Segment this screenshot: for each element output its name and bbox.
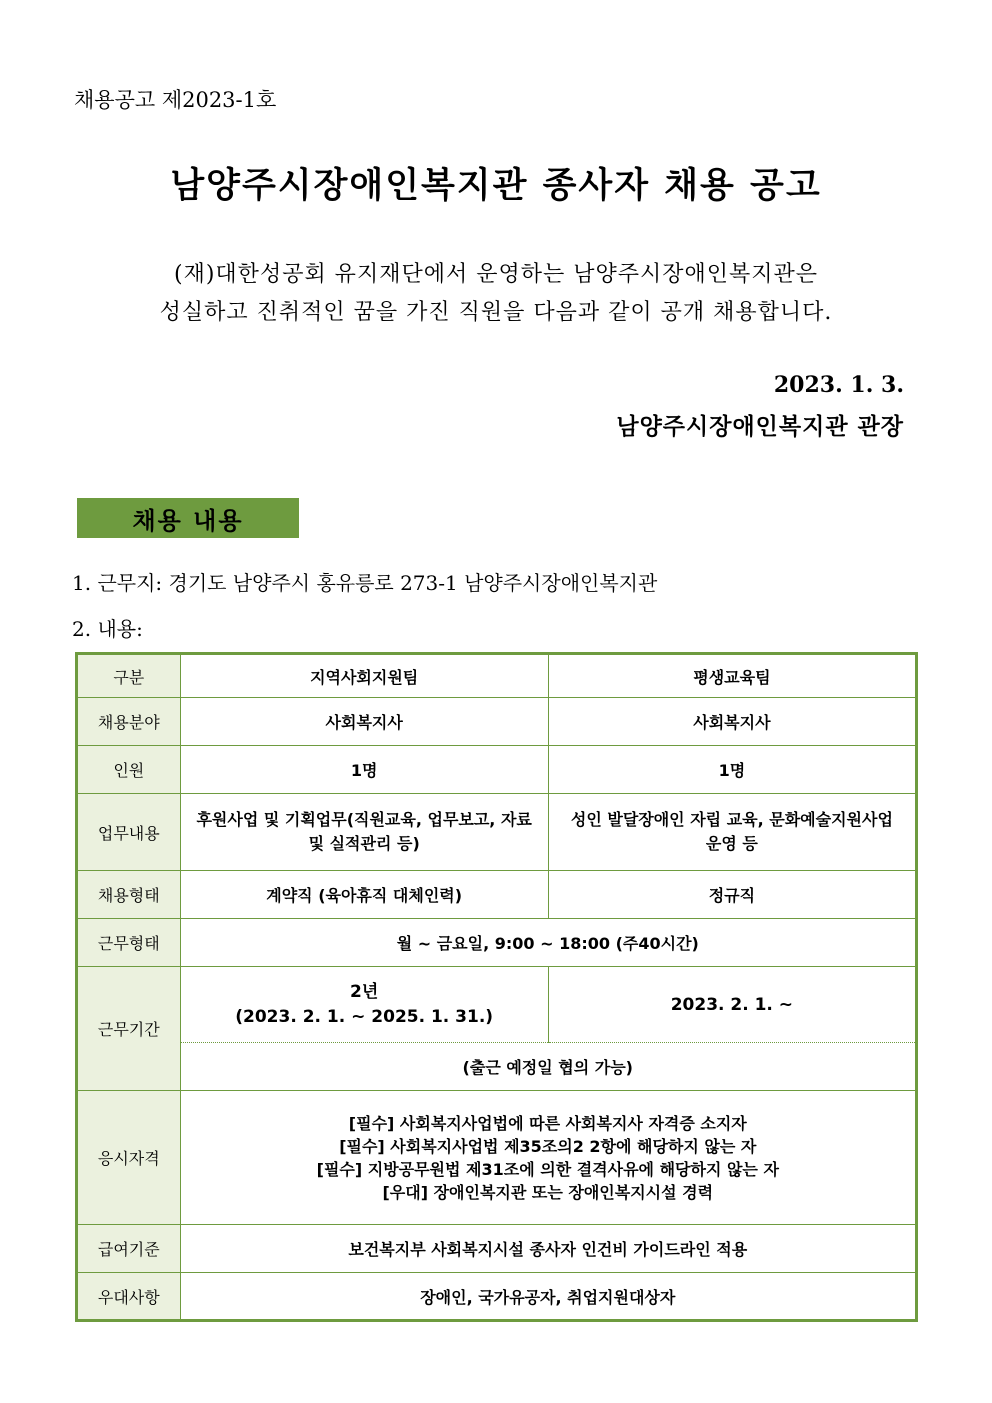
table-cell: 2023. 2. 1. ~ (548, 967, 916, 1043)
table-row (77, 794, 917, 871)
row-label: 근무기간 (77, 967, 181, 1091)
intro-line-2: 성실하고 진취적인 꿈을 가진 직원을 다음과 같이 공개 채용합니다. (159, 300, 833, 325)
row-label: 인원 (77, 746, 181, 794)
table-cell: 사회복지사 (548, 698, 916, 746)
row-label: 우대사항 (77, 1273, 181, 1321)
intro-text (0, 256, 992, 332)
column-header-education: 평생교육팀 (548, 654, 916, 698)
period-text-line: 2년 (350, 981, 379, 1002)
table-row (77, 654, 917, 698)
table-cell: 사회복지사 (180, 698, 548, 746)
table-row (77, 919, 917, 967)
recruitment-table (75, 652, 918, 1322)
table-row (77, 1273, 917, 1321)
row-label: 근무형태 (77, 919, 181, 967)
period-text-line: (2023. 2. 1. ~ 2025. 1. 31.) (235, 1006, 494, 1027)
table-row (77, 698, 917, 746)
table-cell (180, 967, 548, 1043)
table-row (77, 1091, 917, 1225)
table-row (77, 871, 917, 919)
duties-text-line: 후원사업 및 기획업무(직원교육, 업무보고, 자료 (196, 810, 532, 829)
table-cell (548, 794, 916, 871)
table-row (77, 967, 917, 1043)
section-header: 채용 내용 (77, 498, 299, 538)
signer: 남양주시장애인복지관 관장 (616, 413, 904, 440)
row-label: 응시자격 (77, 1091, 181, 1225)
row-label: 구분 (77, 654, 181, 698)
page-title: 남양주시장애인복지관 종사자 채용 공고 (170, 165, 822, 206)
work-location-line: 1. 근무지: 경기도 남양주시 홍유릉로 273-1 남양주시장애인복지관 (72, 571, 658, 595)
table-cell: 정규직 (548, 871, 916, 919)
list-item: [필수] 사회복지사업법에 따른 사회복지사 자격증 소지자 (348, 1113, 747, 1133)
content-line: 2. 내용: (72, 617, 143, 641)
table-cell: 1명 (548, 746, 916, 794)
table-cell (180, 794, 548, 871)
qualification-list (180, 1091, 916, 1225)
table-row (77, 1225, 917, 1273)
row-label: 업무내용 (77, 794, 181, 871)
list-item: [필수] 사회복지사업법 제35조의2 2항에 해당하지 않는 자 (339, 1136, 757, 1156)
table-cell: 월 ~ 금요일, 9:00 ~ 18:00 (주40시간) (180, 919, 916, 967)
row-label: 채용분야 (77, 698, 181, 746)
intro-line-1: (재)대한성공회 유지재단에서 운영하는 남양주시장애인복지관은 (174, 262, 818, 287)
notice-date: 2023. 1. 3. (773, 372, 904, 398)
duties-text-line: 성인 발달장애인 자립 교육, 문화예술지원사업 (570, 810, 893, 829)
table-cell: 보건복지부 사회복지시설 종사자 인건비 가이드라인 적용 (180, 1225, 916, 1273)
table-cell: (출근 예정일 협의 가능) (180, 1043, 916, 1091)
duties-text-line: 운영 등 (705, 834, 758, 853)
column-header-community: 지역사회지원팀 (180, 654, 548, 698)
table-cell: 장애인, 국가유공자, 취업지원대상자 (180, 1273, 916, 1321)
list-item: [필수] 지방공무원법 제31조에 의한 결격사유에 해당하지 않는 자 (316, 1159, 779, 1179)
table-row (77, 746, 917, 794)
table-cell: 1명 (180, 746, 548, 794)
duties-text-line: 및 실적관리 등) (308, 834, 420, 853)
notice-number: 채용공고 제2023-1호 (74, 88, 277, 112)
row-label: 급여기준 (77, 1225, 181, 1273)
table-cell: 계약직 (육아휴직 대체인력) (180, 871, 548, 919)
table-row (77, 1043, 917, 1091)
list-item: [우대] 장애인복지관 또는 장애인복지시설 경력 (382, 1182, 714, 1202)
row-label: 채용형태 (77, 871, 181, 919)
